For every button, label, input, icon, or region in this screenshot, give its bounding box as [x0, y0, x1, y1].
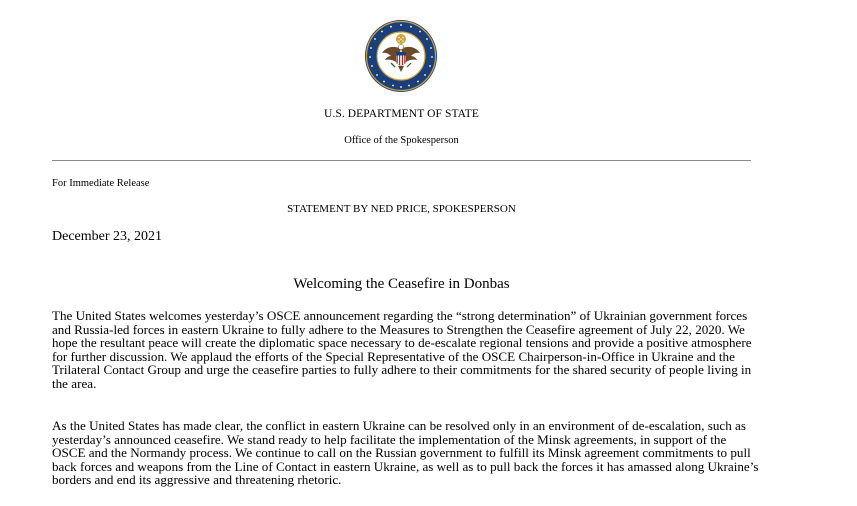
statement-byline: STATEMENT BY NED PRICE, SPOKESPERSON — [287, 203, 516, 215]
department-of-state-seal-icon — [364, 19, 438, 93]
body-paragraph: The United States welcomes yesterday’s OSCE announcement regarding the “strong determination” of Ukrainian government forces and Russia-led forces in eastern Ukraine to fully adhere to the Measures to Strengthen the Ceasefire agreement of July 22, 2020. We hope the resultant peace will create the diplomatic space necessary to de-escalate regional tensions and provide a positive atmosphere for further discussion. We applaud the efforts of the Special Representative of the OSCE Chairperson-in-Office in Ukraine and the Trilateral Contact Group and urge the ceasefire parties to fully adhere to their commitments for the shared security of people living in the area. — [52, 308, 752, 391]
release-date: December 23, 2021 — [52, 229, 163, 244]
department-name: U.S. DEPARTMENT OF STATE — [323, 108, 480, 120]
header-divider — [52, 160, 751, 161]
body-paragraph: As the United States has made clear, the conflict in eastern Ukraine can be resolved only in an environment of de-escalation, such as yesterday’s announced ceasefire. We stand ready to help facilitate the implementation of the Minsk agreements, in support of the OSCE and the Normandy process. We continue to call on the Russian government to fulfill its Minsk agreement commitments to pull back forces and weapons from the Line of Contact in eastern Ukraine, as well as to pull back the forces it has amassed along Ukraine’s borders and end its aggressive and threatening rhetoric. — [52, 418, 759, 488]
office-name: Office of the Spokesperson — [344, 135, 459, 146]
headline: Welcoming the Ceasefire in Donbas — [293, 276, 510, 292]
release-label: For Immediate Release — [52, 178, 150, 189]
